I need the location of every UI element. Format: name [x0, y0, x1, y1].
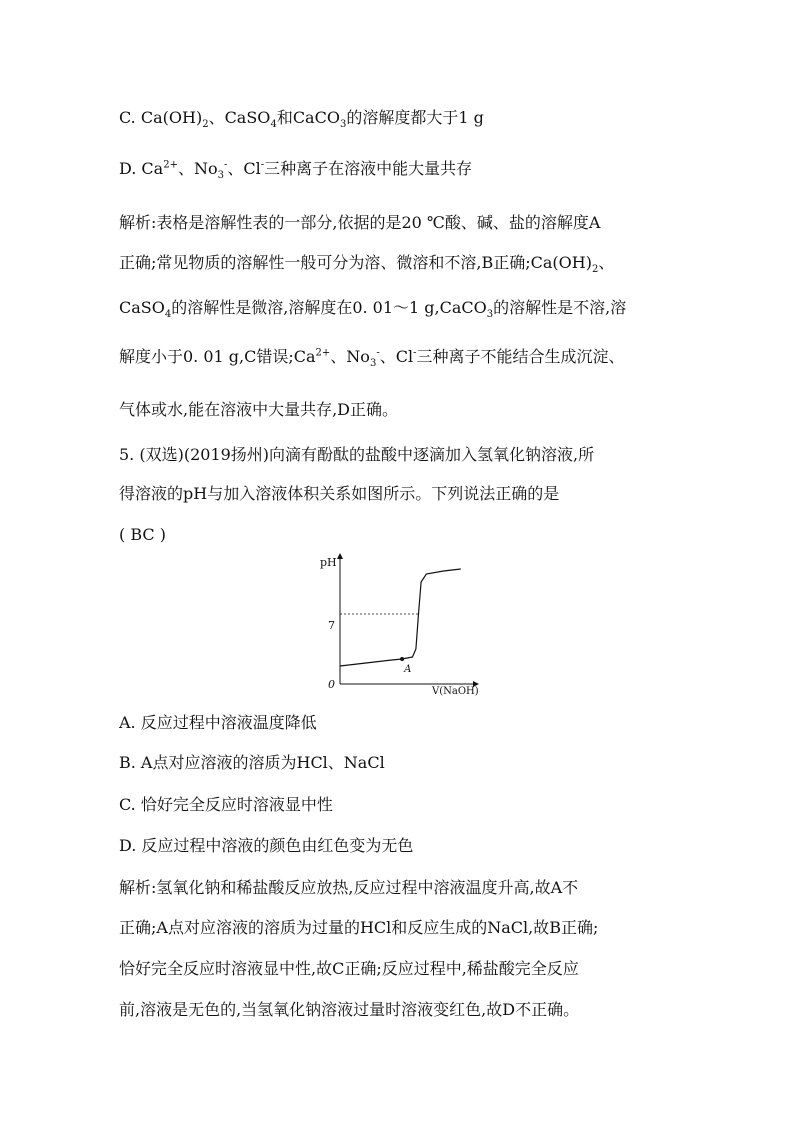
- option-a: A. 反应过程中溶液温度降低: [119, 713, 317, 732]
- origin-label: 0: [328, 678, 335, 691]
- option-c: C. 恰好完全反应时溶液显中性: [119, 795, 333, 814]
- analysis-line-1: 解析:氢氧化钠和稀盐酸反应放热,反应过程中溶液温度升高,故A不: [119, 878, 579, 897]
- analysis-prev-line-5: 气体或水,能在溶液中大量共存,D正确。: [119, 400, 399, 419]
- analysis-line-2: 正确;A点对应溶液的溶质为过量的HCl和反应生成的NaCl,故B正确;: [119, 918, 599, 937]
- question-line-2: 得溶液的pH与加入溶液体积关系如图所示。下列说法正确的是: [119, 484, 560, 503]
- question-line-1: 5. (双选)(2019扬州)向滴有酚酞的盐酸中逐滴加入氢氧化钠溶液,所: [119, 445, 595, 464]
- analysis-line-3: 恰好完全反应时溶液显中性,故C正确;反应过程中,稀盐酸完全反应: [119, 959, 579, 978]
- option-d-prev: D. $Ca^{2+}$、$No_3^-$、Cl-三种离子在溶液中能大量共存: [119, 159, 473, 182]
- y-axis-label: pH: [320, 556, 337, 569]
- analysis-line-4: 前,溶液是无色的,当氢氧化钠溶液过量时溶液变红色,故D不正确。: [119, 1000, 580, 1019]
- option-c-prev: C. $Ca(OH)_2$、CaSO$_4$和CaCO$_3$的溶解度都大于1 g: [119, 108, 484, 131]
- point-a-label: A: [404, 664, 412, 675]
- point-a-marker: [400, 657, 404, 661]
- option-d: D. 反应过程中溶液的颜色由红色变为无色: [119, 836, 414, 855]
- analysis-prev-line-3: CaSO$_4$的溶解性是微溶,溶解度在0. 01～1 g,CaCO$_3$的溶解性是不溶,溶: [119, 298, 627, 321]
- analysis-prev-line-2: 正确;常见物质的溶解性一般可分为溶、微溶和不溶,B正确$;Ca(OH)_2$、: [119, 253, 615, 276]
- x-axis-label: V(NaOH): [432, 686, 479, 697]
- y-tick-label-7: 7: [328, 619, 335, 632]
- option-b: B. A点对应溶液的溶质为HCl、NaCl: [119, 753, 385, 772]
- ph-chart: [300, 548, 490, 698]
- analysis-prev-line-4: 解度小于0. 01 g,C错误$;Ca^{2+}$、$No_3^-$、Cl-三种离子不能结合生成沉淀、: [119, 347, 625, 370]
- analysis-prev-line-1: 解析:表格是溶解性表的一部分,依据的是20 ℃酸、碱、盐的溶解度A: [119, 213, 601, 232]
- ph-curve: [340, 569, 461, 666]
- question-line-3: ( BC ): [119, 525, 166, 544]
